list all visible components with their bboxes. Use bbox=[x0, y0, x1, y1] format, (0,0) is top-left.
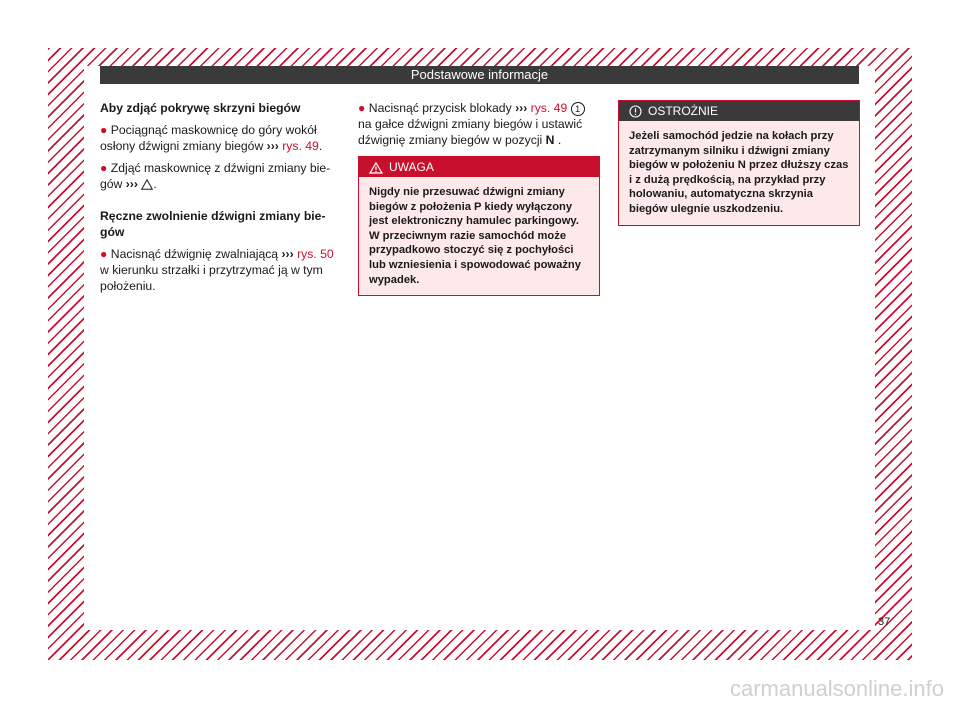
section-header: Podstawowe informacje bbox=[100, 66, 859, 84]
list-item-text: Zdjąć maskownicę z dźwigni zmiany bie-gów bbox=[100, 161, 331, 191]
page-number: 37 bbox=[878, 616, 891, 628]
figure-link[interactable]: rys. 49 bbox=[530, 101, 568, 115]
arrow-icon: ››› bbox=[266, 139, 279, 153]
caution-text: Jeżeli samochód jedzie na kołach przy zatrzymanym silniku i dźwigni zmiany biegów w położeniu N przez dłuższy czas i z dużą prędkością, na przykład przy holowaniu, automatyczna skrzynia biegów ulegnie uszkodzeniu. bbox=[629, 130, 849, 215]
column-3 bbox=[618, 100, 860, 226]
column-2 bbox=[358, 100, 600, 296]
figure-link[interactable]: rys. 49 bbox=[282, 139, 319, 153]
list-item bbox=[100, 122, 345, 154]
list-item bbox=[100, 160, 345, 192]
period: . bbox=[557, 133, 562, 147]
period: . bbox=[318, 139, 323, 153]
list-item-tail: w kierunku strzałki i przytrzymać ją w tym położeniu. bbox=[100, 263, 323, 293]
list-item-text: Nacisnąć przycisk blokady bbox=[368, 101, 512, 115]
callout-number: 1 bbox=[571, 102, 585, 116]
warning-text: Nigdy nie przesuwać dźwigni zmiany biegów z położenia P kiedy wyłączony jest elektroniczny hamulec parkingowy. W przeciwnym razie samochód może przypadkowo stoczyć się z pochyłości lub wzniesienia i spowodować poważny wypadek. bbox=[369, 186, 581, 286]
caution-title-bar bbox=[619, 101, 859, 121]
watermark: carmanualsonline.info bbox=[729, 676, 944, 701]
heading-manual-release: Ręczne zwolnienie dźwigni zmiany bie-gów bbox=[100, 209, 326, 239]
heading-remove-cover: Aby zdjąć pokrywę skrzyni biegów bbox=[100, 101, 301, 115]
bullet-icon: ● bbox=[100, 247, 108, 261]
bullet-icon: ● bbox=[100, 161, 108, 175]
warning-triangle-icon bbox=[369, 162, 383, 174]
warning-box bbox=[358, 156, 600, 296]
period: . bbox=[153, 177, 157, 191]
list-item-text: Pociągnąć maskownicę do góry wokół osłony dźwigni zmiany biegów bbox=[100, 123, 317, 153]
gear-position: N bbox=[545, 133, 555, 147]
bullet-icon: ● bbox=[358, 101, 366, 115]
column-1 bbox=[100, 100, 345, 300]
list-item-tail: na gałce dźwigni zmiany biegów i ustawić dźwignię zmiany biegów w pozycji bbox=[358, 117, 583, 147]
arrow-icon: ››› bbox=[515, 101, 528, 115]
bullet-icon: ● bbox=[100, 123, 108, 137]
exclamation-circle-icon bbox=[629, 105, 642, 118]
arrow-icon: ››› bbox=[125, 177, 138, 191]
figure-link[interactable]: rys. 50 bbox=[297, 247, 334, 261]
arrow-icon: ››› bbox=[281, 247, 294, 261]
warning-title: UWAGA bbox=[389, 160, 434, 174]
warning-title-bar bbox=[359, 157, 599, 177]
list-item-text: Nacisnąć dźwignię zwalniającą bbox=[110, 247, 279, 261]
warning-triangle-icon[interactable] bbox=[141, 179, 153, 190]
caution-box bbox=[618, 100, 860, 226]
list-item bbox=[358, 100, 600, 148]
caution-title: OSTROŻNIE bbox=[648, 104, 719, 118]
list-item bbox=[100, 246, 345, 294]
